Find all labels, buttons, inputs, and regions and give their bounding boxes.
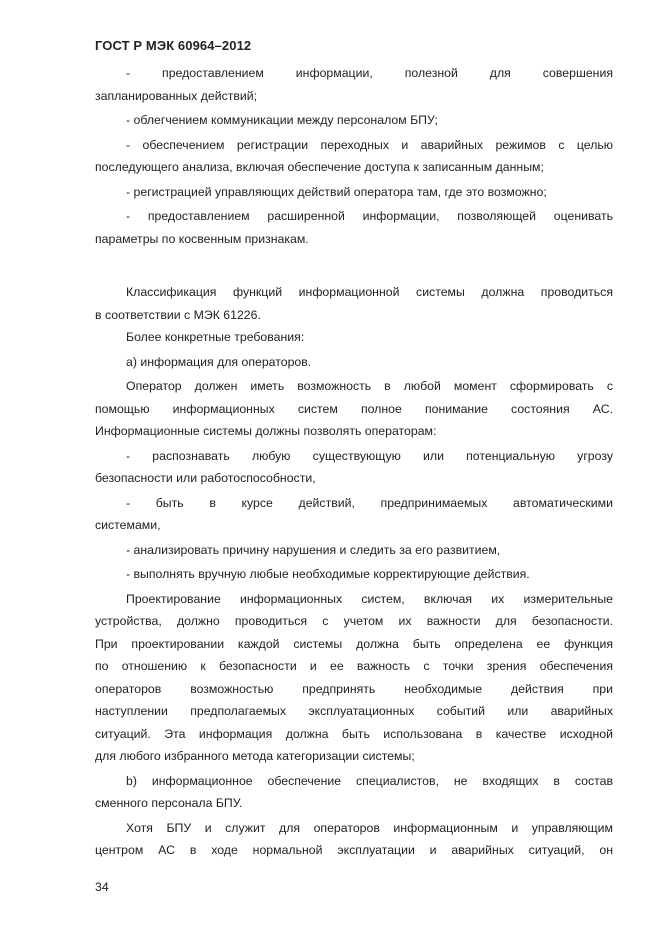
list-item-line: последующего анализа, включая обеспечение доступа к записанным данным; (95, 160, 544, 174)
list-item-line: безопасности или работоспособности, (95, 471, 316, 485)
list-item-line: а) информация для операторов. (126, 354, 312, 369)
list-item-line: - анализировать причину нарушения и следить за его развитием, (126, 542, 501, 557)
paragraph-line: Информационные системы должны позволять операторам: (95, 424, 437, 438)
list-item-line: - предоставлением расширенной информации, позволяющей оценивать (126, 209, 613, 223)
paragraph-line: Хотя БПУ и служит для операторов информационным и управляющим (126, 820, 613, 835)
paragraph-line: При проектировании каждой системы должна быть определена ее функция (95, 636, 613, 651)
document-header: ГОСТ Р МЭК 60964–2012 (95, 38, 252, 53)
list-item-line: запланированных действий; (95, 88, 258, 103)
paragraph-line: центром АС в ходе нормальной эксплуатации и аварийных ситуаций, он (95, 843, 613, 857)
paragraph-line: Оператор должен иметь возможность в любой момент сформировать с (126, 379, 613, 393)
list-item-line: сменного персонала БПУ. (95, 796, 243, 810)
list-item-line: - регистрацией управляющих действий оператора там, где это возможно; (126, 184, 547, 199)
paragraph-line: в соответствии с МЭК 61226. (95, 307, 261, 322)
list-item-line: параметры по косвенным признакам. (95, 231, 309, 246)
list-item-line: b) информационное обеспечение специалистов, не входящих в состав (126, 773, 613, 788)
paragraph-line: Более конкретные требования: (126, 330, 305, 344)
paragraph-line: Классификация функций информационной системы должна проводиться (126, 285, 613, 299)
page-number: 34 (95, 880, 109, 894)
list-item-line: системами, (95, 518, 161, 532)
paragraph-line: ситуаций. Эта информация должна быть использована в качестве исходной (95, 726, 613, 741)
list-item-line: - выполнять вручную любые необходимые корректирующие действия. (126, 567, 530, 581)
list-item-line: - обеспечением регистрации переходных и аварийных режимов с целью (126, 137, 613, 152)
paragraph-line: помощью информационных систем полное понимание состояния АС. (95, 401, 613, 416)
document-body (95, 62, 613, 862)
paragraph-line: Проектирование информационных систем, включая их измерительные (126, 591, 613, 606)
paragraph-line: устройства, должно проводиться с учетом их важности для безопасности. (95, 614, 613, 628)
paragraph-line: по отношению к безопасности и ее важность с точки зрения обеспечения (95, 659, 613, 673)
paragraph-line: наступлении предполагаемых эксплуатационных событий или аварийных (95, 704, 613, 718)
paragraph-line: для любого избранного метода категоризации системы; (95, 749, 415, 763)
list-item-line: - предоставлением информации, полезной для совершения (126, 66, 613, 80)
list-item-line: - быть в курсе действий, предпринимаемых автоматическими (126, 495, 613, 510)
list-item-line: - распознавать любую существующую или потенциальную угрозу (126, 448, 613, 463)
list-item-line: - облегчением коммуникации между персоналом БПУ; (126, 113, 438, 127)
paragraph-line: операторов возможностью предпринять необходимые действия при (95, 681, 613, 696)
